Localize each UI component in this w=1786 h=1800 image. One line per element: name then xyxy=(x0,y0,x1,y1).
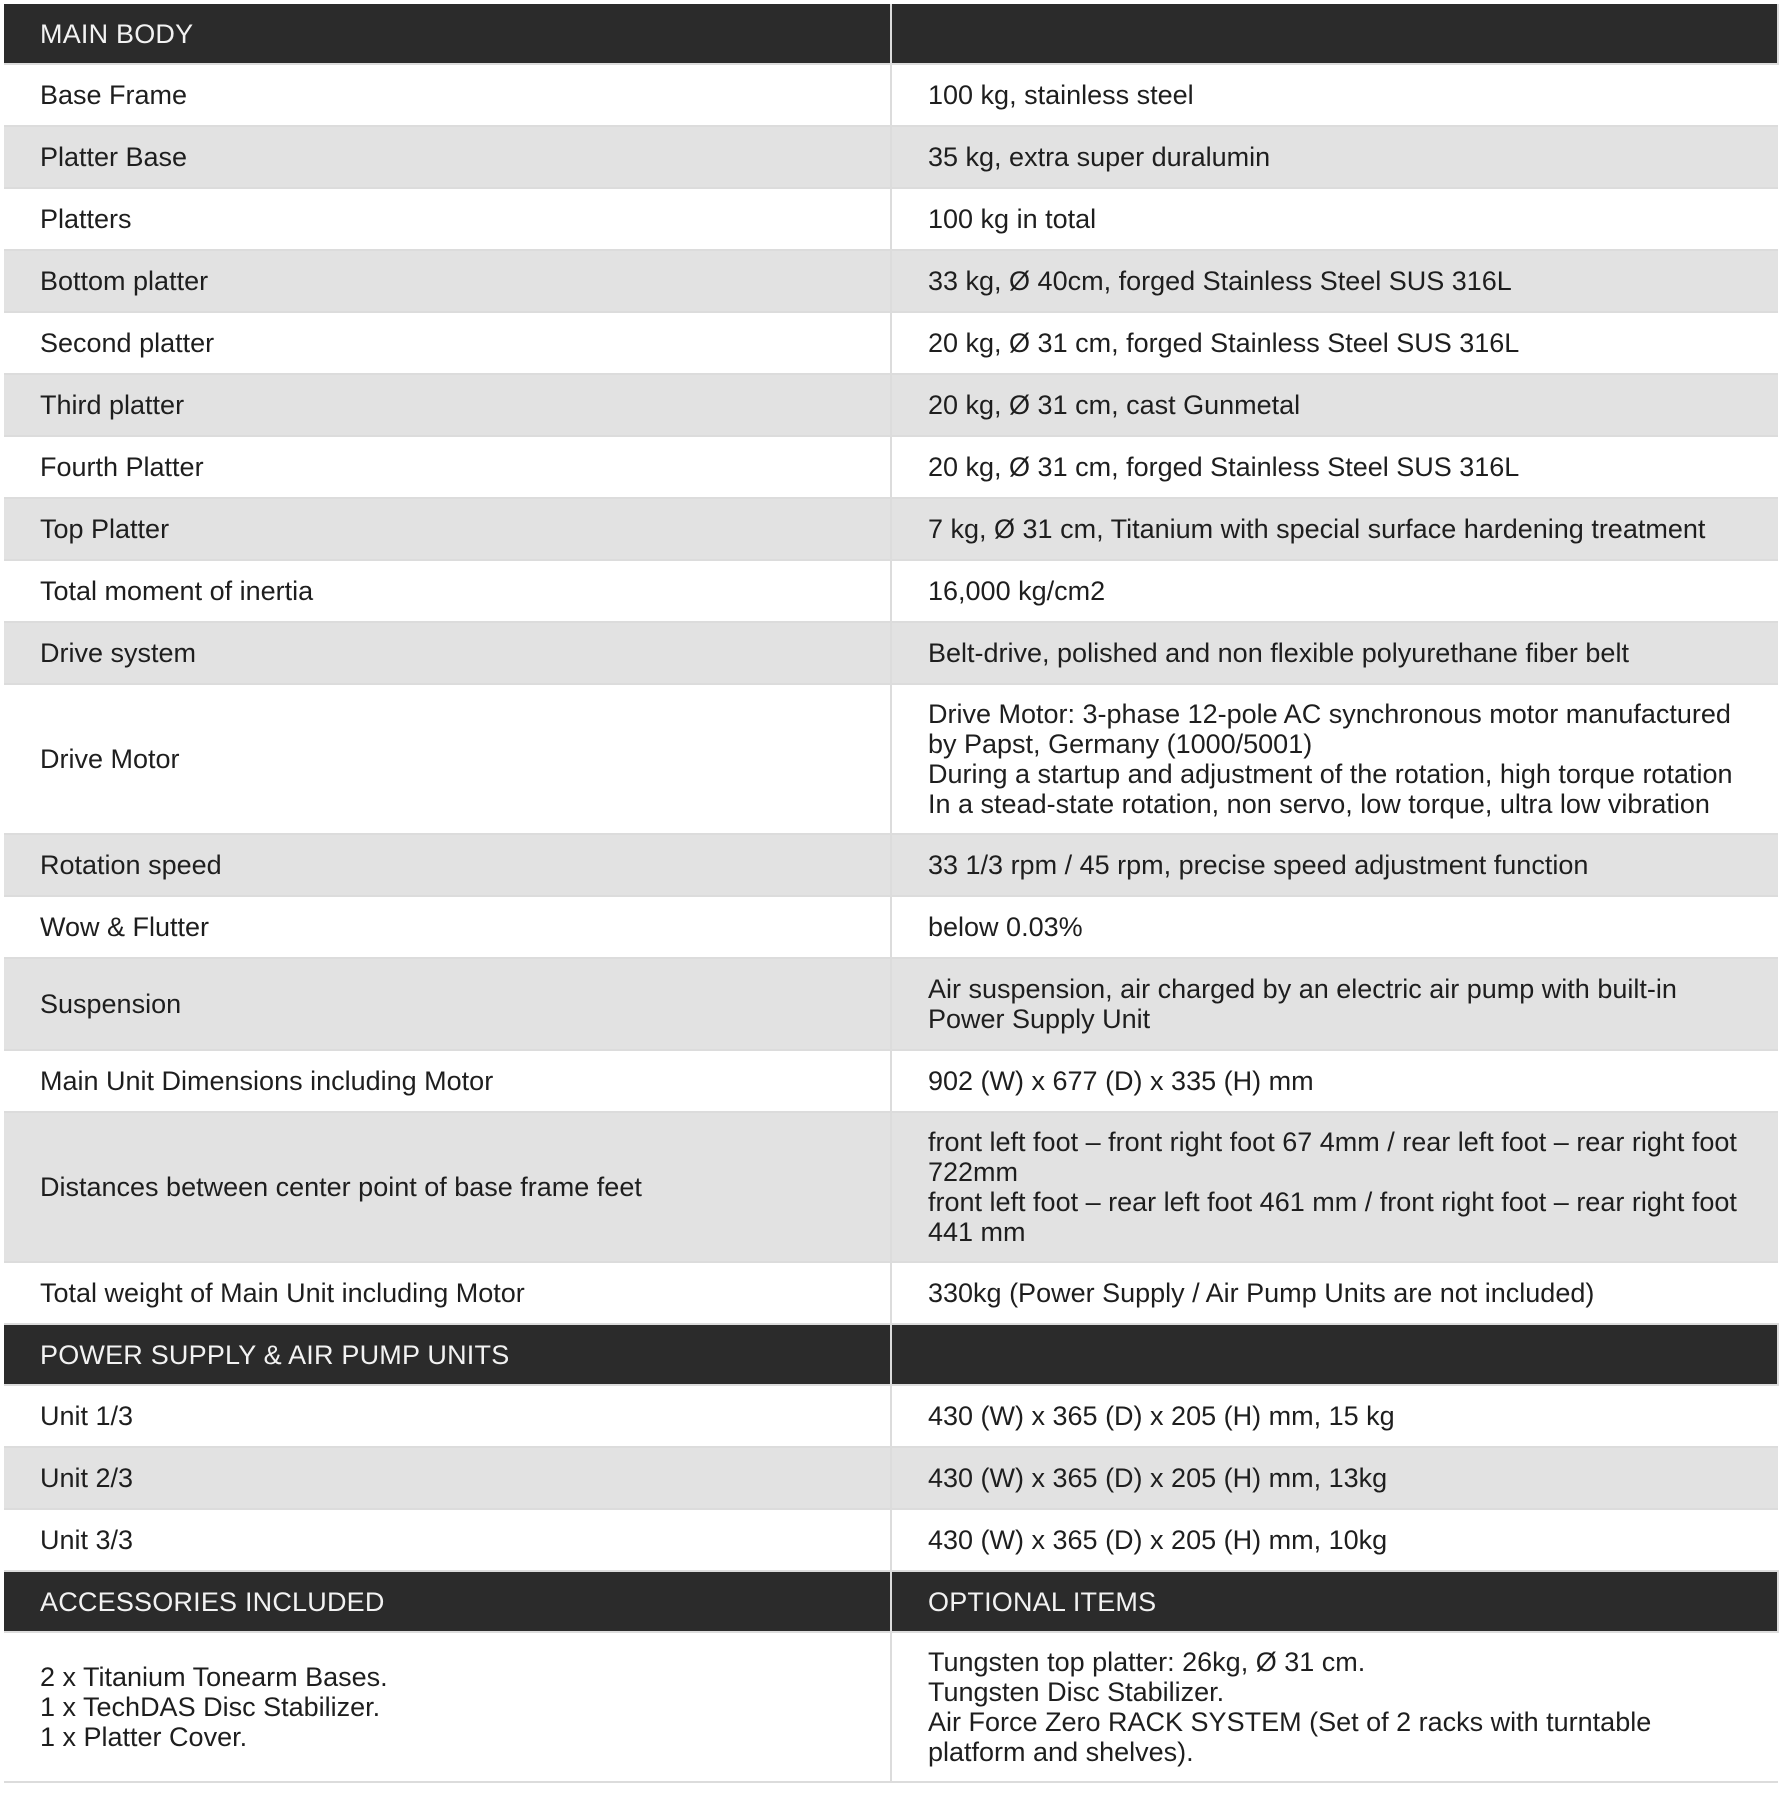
section-title-right xyxy=(891,4,1778,64)
accessories-list: 2 x Titanium Tonearm Bases. 1 x TechDAS Disc Stabilizer. 1 x Platter Cover. xyxy=(4,1632,891,1782)
section-title-optional: OPTIONAL ITEMS xyxy=(891,1571,1778,1632)
spec-value: 100 kg in total xyxy=(891,188,1778,250)
spec-label: Top Platter xyxy=(4,498,891,560)
table-row xyxy=(4,622,1778,684)
spec-value: Air suspension, air charged by an electric air pump with built-in Power Supply Unit xyxy=(891,958,1778,1050)
table-row xyxy=(4,1112,1778,1262)
section-header-main-body xyxy=(4,4,1778,64)
spec-value: 20 kg, Ø 31 cm, forged Stainless Steel SUS 316L xyxy=(891,312,1778,374)
table-row xyxy=(4,374,1778,436)
spec-label: Base Frame xyxy=(4,64,891,126)
spec-value: 16,000 kg/cm2 xyxy=(891,560,1778,622)
table-row xyxy=(4,498,1778,560)
spec-value: 430 (W) x 365 (D) x 205 (H) mm, 15 kg xyxy=(891,1385,1778,1447)
spec-label: Drive Motor xyxy=(4,684,891,834)
table-row xyxy=(4,312,1778,374)
optional-items-list: Tungsten top platter: 26kg, Ø 31 cm. Tungsten Disc Stabilizer. Air Force Zero RACK SYSTEM (Set of 2 racks with turntable platform and shelves). xyxy=(891,1632,1778,1782)
table-row xyxy=(4,1509,1778,1571)
spec-value: front left foot – front right foot 67 4mm / rear left foot – rear right foot 722mm front left foot – rear left foot 461 mm / front right foot – rear right foot 441 mm xyxy=(891,1112,1778,1262)
spec-value: 330kg (Power Supply / Air Pump Units are not included) xyxy=(891,1262,1778,1324)
spec-value: 430 (W) x 365 (D) x 205 (H) mm, 10kg xyxy=(891,1509,1778,1571)
table-row xyxy=(4,126,1778,188)
spec-label: Bottom platter xyxy=(4,250,891,312)
table-row xyxy=(4,1262,1778,1324)
table-row xyxy=(4,958,1778,1050)
section-title-accessories: ACCESSORIES INCLUDED xyxy=(4,1571,891,1632)
spec-sheet xyxy=(4,4,1778,1783)
table-row xyxy=(4,188,1778,250)
table-row xyxy=(4,560,1778,622)
spec-value: Drive Motor: 3-phase 12-pole AC synchronous motor manufactured by Papst, Germany (1000/5001) During a startup and adjustment of the rotation, high torque rotation In a stead-state rotation, non servo, low torque, ultra low vibration xyxy=(891,684,1778,834)
spec-value: 20 kg, Ø 31 cm, cast Gunmetal xyxy=(891,374,1778,436)
table-row xyxy=(4,834,1778,896)
table-row xyxy=(4,1632,1778,1782)
spec-value: 33 1/3 rpm / 45 rpm, precise speed adjustment function xyxy=(891,834,1778,896)
spec-label: Suspension xyxy=(4,958,891,1050)
spec-label: Total moment of inertia xyxy=(4,560,891,622)
spec-value: Belt-drive, polished and non flexible polyurethane fiber belt xyxy=(891,622,1778,684)
spec-value: 35 kg, extra super duralumin xyxy=(891,126,1778,188)
spec-value: 33 kg, Ø 40cm, forged Stainless Steel SUS 316L xyxy=(891,250,1778,312)
spec-label: Platters xyxy=(4,188,891,250)
section-header-power-supply xyxy=(4,1324,1778,1385)
spec-value: 902 (W) x 677 (D) x 335 (H) mm xyxy=(891,1050,1778,1112)
spec-label: Platter Base xyxy=(4,126,891,188)
spec-label: Unit 1/3 xyxy=(4,1385,891,1447)
section-title: MAIN BODY xyxy=(4,4,891,64)
table-row xyxy=(4,1385,1778,1447)
table-row xyxy=(4,250,1778,312)
spec-label: Second platter xyxy=(4,312,891,374)
spec-label: Unit 2/3 xyxy=(4,1447,891,1509)
table-row xyxy=(4,896,1778,958)
spec-label: Unit 3/3 xyxy=(4,1509,891,1571)
section-title: POWER SUPPLY & AIR PUMP UNITS xyxy=(4,1324,891,1385)
table-row xyxy=(4,684,1778,834)
table-row xyxy=(4,1447,1778,1509)
spec-value: 20 kg, Ø 31 cm, forged Stainless Steel SUS 316L xyxy=(891,436,1778,498)
table-row xyxy=(4,64,1778,126)
spec-label: Rotation speed xyxy=(4,834,891,896)
spec-label: Fourth Platter xyxy=(4,436,891,498)
spec-value: 7 kg, Ø 31 cm, Titanium with special surface hardening treatment xyxy=(891,498,1778,560)
spec-value: 100 kg, stainless steel xyxy=(891,64,1778,126)
spec-label: Wow & Flutter xyxy=(4,896,891,958)
section-header-accessories xyxy=(4,1571,1778,1632)
spec-label: Third platter xyxy=(4,374,891,436)
table-row xyxy=(4,436,1778,498)
spec-label: Distances between center point of base frame feet xyxy=(4,1112,891,1262)
spec-label: Total weight of Main Unit including Motor xyxy=(4,1262,891,1324)
spec-table xyxy=(4,4,1779,1783)
spec-value: 430 (W) x 365 (D) x 205 (H) mm, 13kg xyxy=(891,1447,1778,1509)
spec-label: Main Unit Dimensions including Motor xyxy=(4,1050,891,1112)
spec-label: Drive system xyxy=(4,622,891,684)
section-title-right xyxy=(891,1324,1778,1385)
table-row xyxy=(4,1050,1778,1112)
spec-value: below 0.03% xyxy=(891,896,1778,958)
